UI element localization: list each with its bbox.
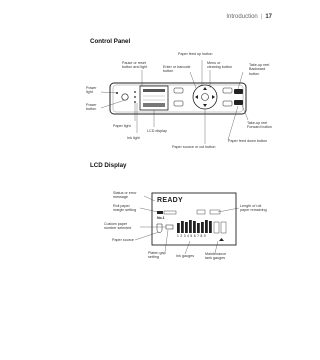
label-paper-feed-down: Paper feed down button xyxy=(228,139,268,143)
label-paper-feed-up: Paper feed up button xyxy=(178,52,213,56)
label-lcd-display: LCD display xyxy=(147,129,167,133)
label-custom-paper: Custom paper number selected xyxy=(104,222,132,231)
label-paper-source-cut: Paper source or cut button xyxy=(172,145,216,149)
label-maintenance-tank: Maintenance tank gauges xyxy=(205,252,227,261)
label-roll-paper-margin: Roll paper margin setting xyxy=(113,204,137,213)
label-pause-reset: Pause or reset button and light xyxy=(122,61,148,70)
label-roll-length: Length of roll paper remaining xyxy=(240,204,267,213)
lcd-status-text: READY xyxy=(157,197,184,204)
label-take-up-backward: Take-up reel Backward button xyxy=(249,63,270,76)
label-ink-light: Ink light xyxy=(127,136,140,140)
label-menu-cleaning: Menu or cleaning button xyxy=(207,61,233,70)
control-panel-heading: Control Panel xyxy=(90,38,131,45)
lcd-display-heading: LCD Display xyxy=(90,162,127,169)
label-power-light: Power light xyxy=(86,86,97,95)
label-enter-barcode: Enter or barcode button xyxy=(163,65,191,74)
label-power-button: Power button xyxy=(86,103,97,112)
label-take-up-forward: Take-up reel Forward button xyxy=(247,121,272,130)
section-title: Introduction xyxy=(226,14,258,20)
label-paper-source: Paper source xyxy=(112,238,134,242)
label-paper-light: Paper light xyxy=(113,124,131,128)
label-status-error: Status or error message xyxy=(113,191,137,200)
lcd-ink-numbers: 1 2 3 4 5 6 7 8 9 xyxy=(177,234,206,238)
header-separator: | xyxy=(260,14,263,20)
label-platen-gap: Platen gap setting xyxy=(148,251,166,260)
label-ink-gauges: Ink gauges xyxy=(176,254,195,258)
lcd-paper-number: No.1 xyxy=(157,216,165,220)
page-number: 17 xyxy=(265,14,272,20)
